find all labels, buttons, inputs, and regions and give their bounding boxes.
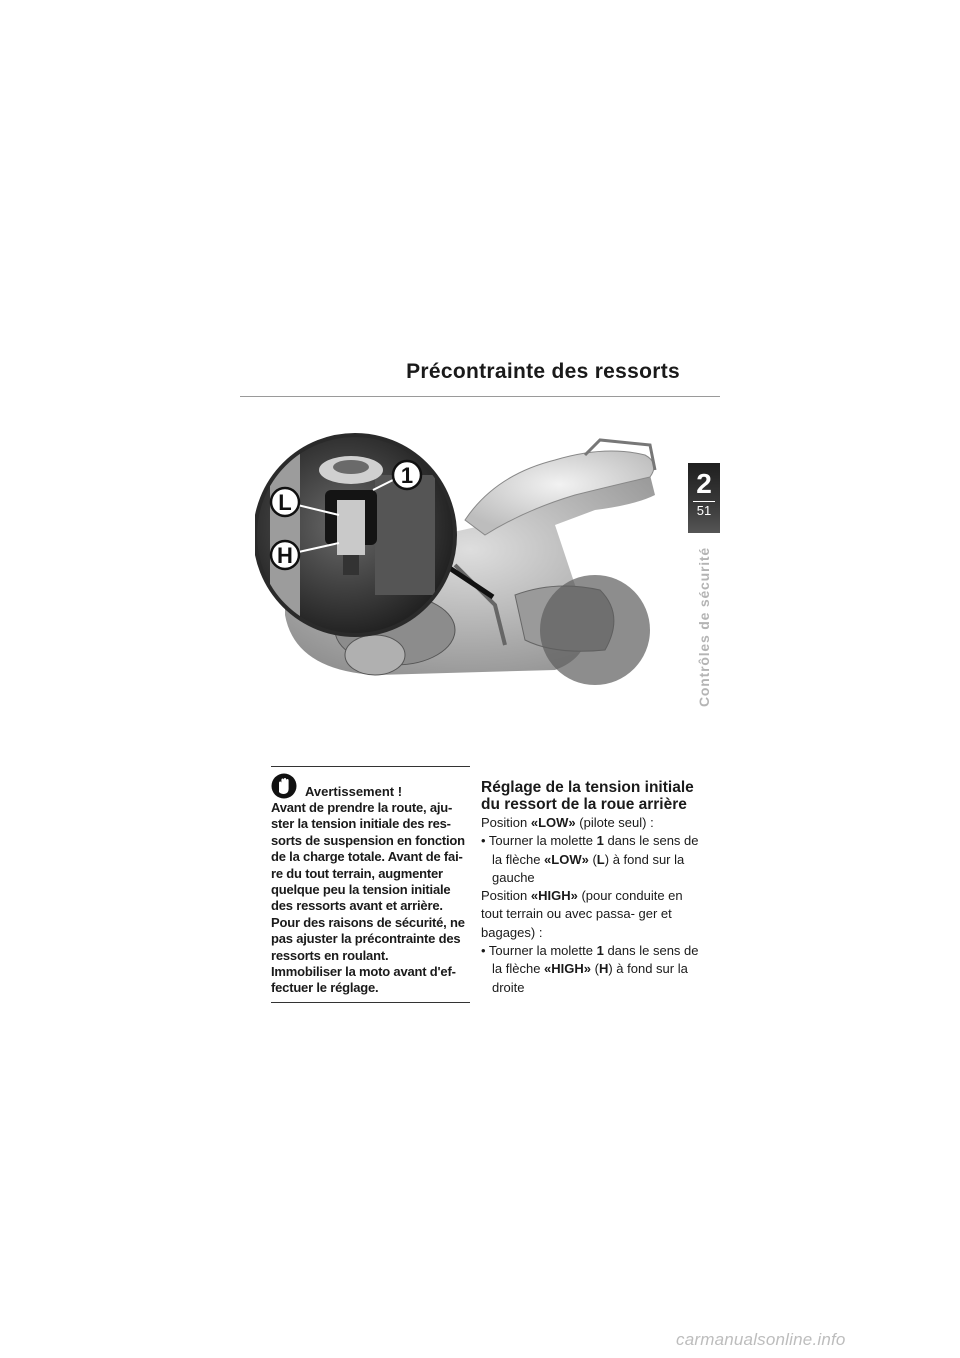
warning-box — [271, 766, 470, 1003]
callout-H — [271, 541, 299, 569]
callout-1 — [393, 461, 421, 489]
section-heading: Réglage de la tension initiale du ressort de la roue arrière — [481, 779, 694, 813]
high-position-line: Position «HIGH» (pour conduite en tout terrain ou avec passa- ger et bagages) : — [481, 888, 683, 940]
watermark: carmanualsonline.info — [676, 1330, 846, 1349]
page-title: Précontrainte des ressorts — [406, 360, 680, 383]
warning-paragraph: Immobiliser la moto avant d'ef- fectuer le réglage. — [271, 964, 456, 996]
high-instruction: • Tourner la molette 1 dans le sens de la flèche «HIGH» (H) à fond sur la droite — [481, 943, 699, 995]
warning-paragraph: Avant de prendre la route, aju- ster la tension initiale des res- sorts de suspension en fonction de la charge totale. Avant de fai- re du tout terrain, augmenter quelque peu la tension initiale des ressorts avant et arrière. — [271, 800, 465, 914]
title-rule — [240, 396, 720, 397]
stop-hand-icon — [271, 773, 297, 799]
page-number: 51 — [696, 503, 712, 518]
svg-text:1: 1 — [400, 463, 414, 488]
motorcycle-shock-illustration — [255, 415, 675, 705]
low-position-line: Position «LOW» (pilote seul) : — [481, 815, 654, 830]
chapter-side-label: Contrôles de sécurité — [696, 547, 712, 707]
svg-text:L: L — [278, 490, 292, 515]
warning-paragraph: Pour des raisons de sécurité, ne pas ajuster la précontrainte des ressorts en roulant. — [271, 914, 465, 963]
warning-title: Avertissement ! — [305, 784, 403, 799]
low-instruction: • Tourner la molette 1 dans le sens de la flèche «LOW» (L) à fond sur la gauche — [481, 833, 699, 885]
chapter-number: 2 — [696, 468, 712, 499]
chapter-tab — [688, 463, 720, 533]
adjustment-section — [481, 779, 707, 997]
svg-text:H: H — [277, 543, 293, 568]
callout-L — [271, 488, 299, 516]
